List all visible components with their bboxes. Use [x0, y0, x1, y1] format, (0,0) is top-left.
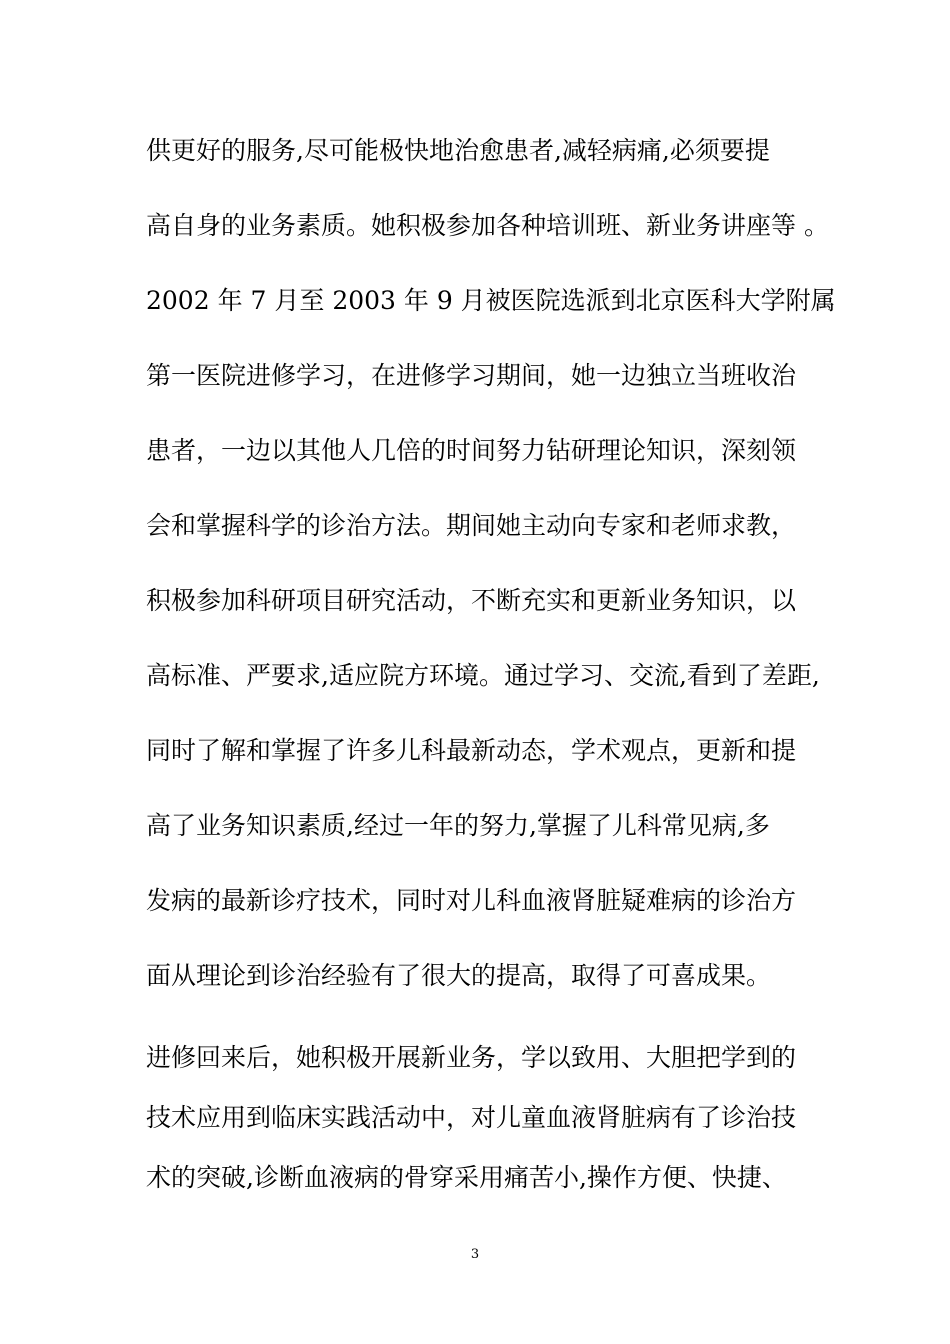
text-line: 高标准、严要求,适应院方环境。通过学习、交流,看到了差距,: [146, 661, 820, 690]
text-line: 第一医院进修学习，在进修学习期间，她一边独立当班收治: [146, 361, 797, 390]
text-line: 术的突破,诊断血液病的骨穿采用痛苦小,操作方便、快捷、: [146, 1163, 787, 1192]
text-line: 高了业务知识素质,经过一年的努力,掌握了儿科常见病,多: [146, 811, 770, 840]
text-line: 积极参加科研项目研究活动，不断充实和更新业务知识，以: [146, 586, 797, 615]
text-line: 2002 年 7 月至 2003 年 9 月被医院选派到北京医科大学附属: [146, 286, 836, 315]
text-line: 会和掌握科学的诊治方法。期间她主动向专家和老师求教，: [146, 511, 797, 540]
text-line: 供更好的服务,尽可能极快地治愈患者,减轻病痛,必须要提: [146, 136, 770, 165]
text-line: 发病的最新诊疗技术，同时对儿科血液肾脏疑难病的诊治方: [146, 886, 797, 915]
text-line: 技术应用到临床实践活动中，对儿童血液肾脏病有了诊治技: [146, 1103, 797, 1132]
text-line: 面从理论到诊治经验有了很大的提高，取得了可喜成果。: [146, 961, 772, 990]
page-number: 3: [470, 1247, 480, 1262]
text-line: 患者，一边以其他人几倍的时间努力钻研理论知识，深刻领: [146, 436, 797, 465]
text-line: 高自身的业务素质。她积极参加各种培训班、新业务讲座等 。: [146, 211, 829, 240]
text-line: 进修回来后，她积极开展新业务，学以致用、大胆把学到的: [146, 1043, 797, 1072]
text-line: 同时了解和掌握了许多儿科最新动态，学术观点，更新和提: [146, 736, 797, 765]
